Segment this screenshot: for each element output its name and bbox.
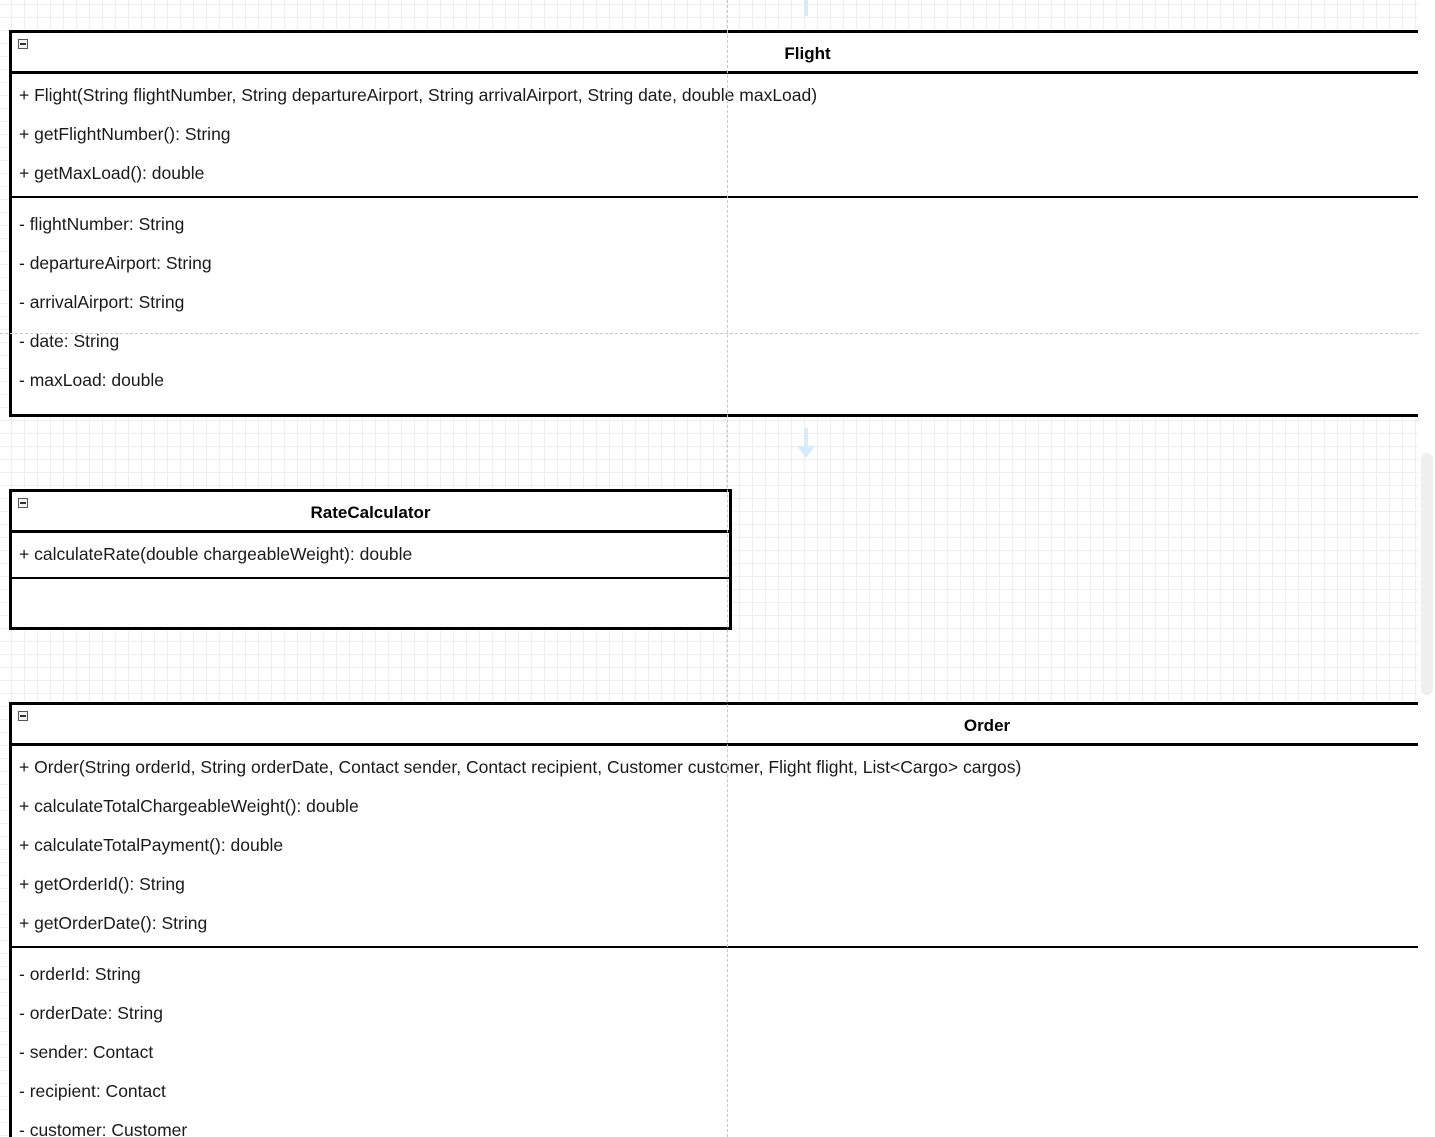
attribute-row[interactable]: - arrivalAirport: String xyxy=(19,292,185,312)
class-name: Order xyxy=(963,716,1011,735)
attribute-row[interactable]: - orderDate: String xyxy=(19,1003,163,1023)
attributes-compartment[interactable] xyxy=(12,579,729,627)
collapse-minus-icon[interactable] xyxy=(18,711,28,721)
methods-compartment[interactable] xyxy=(12,746,1418,948)
class-name: Flight xyxy=(784,44,831,63)
class-rate-calculator[interactable] xyxy=(9,489,732,630)
class-name: RateCalculator xyxy=(310,503,431,522)
method-row[interactable]: + getOrderDate(): String xyxy=(19,913,208,933)
attribute-row[interactable]: - customer: Customer xyxy=(19,1120,188,1137)
method-row[interactable]: + calculateRate(double chargeableWeight): double xyxy=(19,544,413,564)
attributes-compartment[interactable] xyxy=(12,948,1418,1137)
attribute-row[interactable]: - flightNumber: String xyxy=(19,214,185,234)
scrollbar-thumb[interactable] xyxy=(1421,453,1433,695)
class-header[interactable] xyxy=(12,492,729,533)
vertical-alignment-guide xyxy=(727,0,728,1137)
method-row[interactable]: + getMaxLoad(): double xyxy=(19,163,205,183)
attribute-row[interactable]: - maxLoad: double xyxy=(19,370,164,390)
methods-compartment[interactable] xyxy=(12,74,1418,198)
class-flight[interactable] xyxy=(9,30,1418,417)
method-row[interactable]: + getFlightNumber(): String xyxy=(19,124,231,144)
method-row[interactable]: + Flight(String flightNumber, String departureAirport, String arrivalAirport, String date, double maxLoad) xyxy=(19,85,818,105)
method-row[interactable]: + calculateTotalPayment(): double xyxy=(19,835,284,855)
attribute-row[interactable]: - date: String xyxy=(19,331,120,351)
method-row[interactable]: + Order(String orderId, String orderDate, Contact sender, Contact recipient, Customer customer, Flight flight, List<Cargo> cargos) xyxy=(19,757,1022,777)
methods-compartment[interactable] xyxy=(12,533,729,579)
method-row[interactable]: + getOrderId(): String xyxy=(19,874,185,894)
class-header[interactable] xyxy=(12,705,1418,746)
collapse-minus-icon[interactable] xyxy=(18,498,28,508)
attribute-row[interactable]: - departureAirport: String xyxy=(19,253,212,273)
class-header[interactable] xyxy=(12,33,1418,74)
method-row[interactable]: + calculateTotalChargeableWeight(): double xyxy=(19,796,359,816)
attribute-row[interactable]: - orderId: String xyxy=(19,964,141,984)
horizontal-alignment-guide xyxy=(0,333,1418,334)
attribute-row[interactable]: - sender: Contact xyxy=(19,1042,154,1062)
attribute-row[interactable]: - recipient: Contact xyxy=(19,1081,166,1101)
collapse-minus-icon[interactable] xyxy=(18,39,28,49)
attributes-compartment[interactable] xyxy=(12,198,1418,400)
class-order[interactable] xyxy=(9,702,1418,1137)
vertical-scrollbar[interactable] xyxy=(1418,0,1435,1137)
